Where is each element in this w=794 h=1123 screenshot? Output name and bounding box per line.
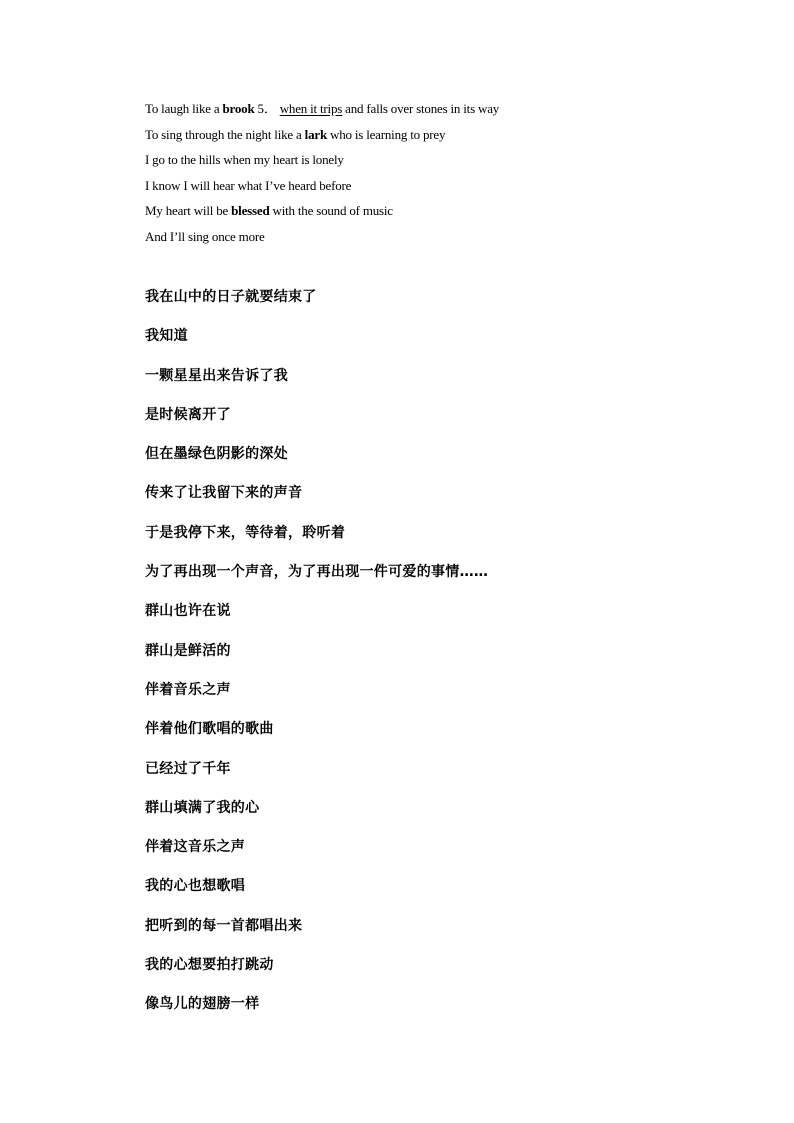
lyric-text: with the sound of music — [269, 203, 393, 218]
translation-line: 像鸟儿的翅膀一样 — [145, 996, 260, 1013]
lyric-line — [145, 198, 745, 224]
translation-line: 但在墨绿色阴影的深处 — [145, 446, 288, 463]
translation-line: 群山填满了我的心 — [145, 799, 260, 816]
translation-line: 伴着音乐之声 — [145, 681, 231, 698]
lyric-line: I go to the hills when my heart is lonely — [145, 152, 344, 167]
translation-line: 为了再出现一个声音，为了再出现一件可爱的事情…… — [145, 564, 489, 581]
translation-line: 是时候离开了 — [145, 406, 231, 423]
lyric-line — [145, 122, 745, 148]
question-number: 5． — [254, 101, 277, 116]
lyric-text: who is learning to prey — [326, 126, 446, 142]
lyric-text: My heart will be — [145, 203, 232, 218]
translation-line: 伴着他们歌唱的歌曲 — [145, 721, 274, 738]
translation-line: 把听到的每一首都唱出来 — [145, 917, 303, 934]
chinese-translation — [145, 278, 745, 1025]
translation-line: 群山也许在说 — [145, 603, 231, 620]
lyric-line: And I’ll sing once more — [145, 228, 265, 244]
lyric-text: To sing through the night like a — [145, 126, 305, 142]
lyric-line — [145, 96, 745, 122]
bold-word: brook — [222, 101, 255, 116]
translation-line: 传来了让我留下来的声音 — [145, 485, 303, 502]
translation-line: 我知道 — [145, 328, 188, 345]
translation-line: 伴着这音乐之声 — [145, 839, 246, 856]
english-lyrics — [145, 96, 745, 249]
answer-blank: when it trips — [279, 101, 343, 116]
translation-line: 已经过了千年 — [145, 760, 231, 777]
bold-word: blessed — [231, 203, 270, 218]
translation-line: 于是我停下来，等待着，聆听着 — [145, 524, 346, 541]
lyric-text: and falls over stones in its way — [342, 101, 500, 116]
translation-line: 群山是鲜活的 — [145, 642, 231, 659]
translation-line: 我的心想要拍打跳动 — [145, 957, 274, 974]
bold-word: lark — [304, 126, 327, 142]
translation-line: 一颗星星出来告诉了我 — [145, 367, 288, 384]
translation-line: 我在山中的日子就要结束了 — [145, 289, 317, 305]
translation-line: 我的心也想歌唱 — [145, 878, 246, 895]
lyric-text: To laugh like a — [145, 101, 223, 116]
lyric-line: I know I will hear what I’ve heard before — [145, 177, 352, 193]
